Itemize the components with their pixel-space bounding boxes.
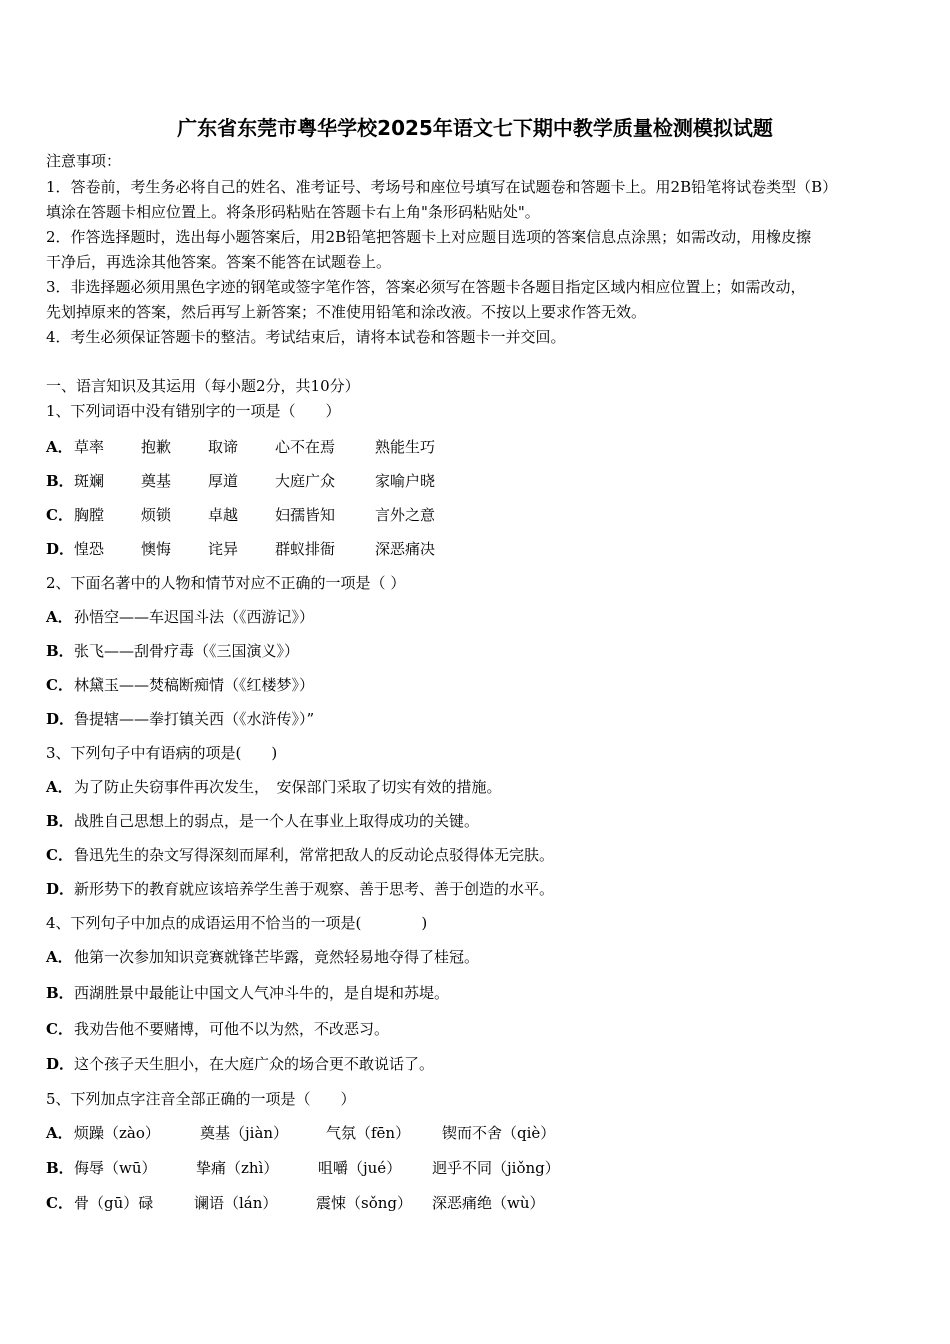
option-letter: A． [46,948,73,966]
notice-line: 4．考生必须保证答题卡的整洁。考试结束后，请将本试卷和答题卡一并交回。 [46,328,566,346]
q3-option-d [46,879,554,899]
option-text: 我劝告他不要赌博，可他不以为然，不改恶习。 [74,1020,390,1038]
option-text: 新形势下的教育就应该培养学生善于观察、善于思考、善于创造的水平。 [74,880,555,898]
option-word: 气氛（fēn） [326,1124,411,1142]
option-text: 为了防止失窃事件再次发生， 安保部门采取了切实有效的措施。 [74,778,502,796]
option-letter: C． [46,676,73,694]
q3-option-a [46,777,502,797]
option-word: 诧异 [208,540,239,558]
option-word: 震悚（sǒng） [316,1194,412,1212]
option-letter: D． [46,1055,75,1073]
option-word: 迥乎不同（jiǒng） [432,1159,560,1177]
option-word: 熟能生巧 [375,438,436,456]
option-word: 骨（gū）碌 [74,1194,154,1212]
option-letter: C． [46,1020,73,1038]
option-word: 家喻户晓 [375,472,436,490]
option-letter: A． [46,1124,73,1142]
notice-line: 干净后，再选涂其他答案。答案不能答在试题卷上。 [46,253,392,271]
option-word: 奠基 [141,472,172,490]
option-text: 张飞——刮骨疗毒（《三国演义》） [74,642,300,660]
notice-line: 填涂在答题卡相应位置上。将条形码粘贴在答题卡右上角"条形码粘贴处"。 [46,203,540,221]
question-stem: 5、下列加点字注音全部正确的一项是（ ） [46,1090,356,1108]
option-word: 深恶痛决 [375,540,436,558]
option-text: 西湖胜景中最能让中国文人气冲斗牛的，是自堤和苏堤。 [74,984,450,1002]
option-text: 他第一次参加知识竞赛就锋芒毕露，竟然轻易地夺得了桂冠。 [74,948,480,966]
question-stem: 1、下列词语中没有错别字的一项是（ ） [46,402,341,420]
q3-option-b [46,811,479,831]
option-word: 妇孺皆知 [275,506,336,524]
option-word: 斑斓 [74,472,105,490]
q4-option-a [46,947,479,967]
q4-option-b [46,983,449,1003]
option-letter: C． [46,846,73,864]
q1-option-a [46,437,435,457]
question-stem: 3、下列句子中有语病的项是( ) [46,744,278,762]
q3-option-c [46,845,554,865]
option-text: 战胜自己思想上的弱点，是一个人在事业上取得成功的关键。 [74,812,480,830]
option-letter: B． [46,472,74,490]
option-word: 奠基（jiàn） [200,1124,289,1142]
option-word: 取谛 [208,438,239,456]
option-letter: B． [46,812,74,830]
q1-option-b [46,471,435,491]
option-letter: D． [46,710,75,728]
option-word: 惶恐 [74,540,105,558]
q5-option-b [46,1158,560,1178]
option-text: 这个孩子天生胆小，在大庭广众的场合更不敢说话了。 [74,1055,435,1073]
q2-option-a [46,607,314,627]
option-letter: B． [46,1159,74,1177]
notice-heading: 注意事项： [46,152,122,170]
notice-line: 先划掉原来的答案，然后再写上新答案；不准使用铅笔和涂改液。不按以上要求作答无效。 [46,303,647,321]
option-word: 胸膛 [74,506,105,524]
option-word: 抱歉 [141,438,172,456]
notice-line: 3．非选择题必须用黑色字迹的钢笔或签字笔作答，答案必须写在答题卡各题目指定区域内相应位置上；如需改动， [46,278,806,296]
option-text: 鲁迅先生的杂文写得深刻而犀利，常常把敌人的反动论点驳得体无完肤。 [74,846,555,864]
option-word: 烦锁 [141,506,172,524]
option-word: 锲而不舍（qiè） [442,1124,556,1142]
option-letter: A． [46,608,73,626]
option-letter: A． [46,438,73,456]
option-word: 懊悔 [141,540,172,558]
option-word: 烦躁（zào） [74,1124,160,1142]
option-text: 林黛玉——焚稿断痴情（《红楼梦》） [74,676,315,694]
option-letter: D． [46,880,75,898]
option-word: 草率 [74,438,105,456]
q4-option-c [46,1019,389,1039]
q5-option-a [46,1123,555,1143]
option-word: 群蚁排衙 [275,540,336,558]
option-word: 挚痛（zhì） [196,1159,279,1177]
option-text: 鲁提辖——拳打镇关西（《水浒传》）” [74,710,315,728]
option-word: 大庭广众 [275,472,336,490]
option-letter: D． [46,540,75,558]
option-word: 侮辱（wū） [74,1159,157,1177]
question-stem: 2、下面名著中的人物和情节对应不正确的一项是（ ） [46,574,406,592]
q1-option-c [46,505,435,525]
option-word: 厚道 [208,472,239,490]
option-word: 心不在焉 [275,438,336,456]
q2-option-c [46,675,314,695]
option-word: 谰语（lán） [194,1194,278,1212]
option-letter: C． [46,506,73,524]
q5-option-c [46,1193,545,1213]
q2-option-b [46,641,299,661]
option-word: 咀嚼（jué） [318,1159,402,1177]
page-title: 广东省东莞市粤华学校2025年语文七下期中教学质量检测模拟试题 [177,116,773,140]
notice-line: 1．答卷前，考生务必将自己的姓名、准考证号、考场号和座位号填写在试题卷和答题卡上。用2B铅笔将试卷类型（B） [46,178,838,196]
option-word: 深恶痛绝（wù） [432,1194,545,1212]
q2-option-d [46,709,314,729]
question-stem: 4、下列句子中加点的成语运用不恰当的一项是( ) [46,914,428,932]
option-text: 孙悟空——车迟国斗法（《西游记》） [74,608,315,626]
option-letter: C． [46,1194,73,1212]
q1-option-d [46,539,435,559]
option-word: 言外之意 [375,506,436,524]
option-letter: B． [46,984,74,1002]
option-letter: B． [46,642,74,660]
option-letter: A． [46,778,73,796]
section-heading: 一、语言知识及其运用（每小题2分，共10分） [46,377,360,395]
notice-line: 2．作答选择题时，选出每小题答案后，用2B铅笔把答题卡上对应题目选项的答案信息点涂黑；如需改动，用橡皮擦 [46,228,812,246]
option-word: 卓越 [208,506,239,524]
q4-option-d [46,1054,434,1074]
